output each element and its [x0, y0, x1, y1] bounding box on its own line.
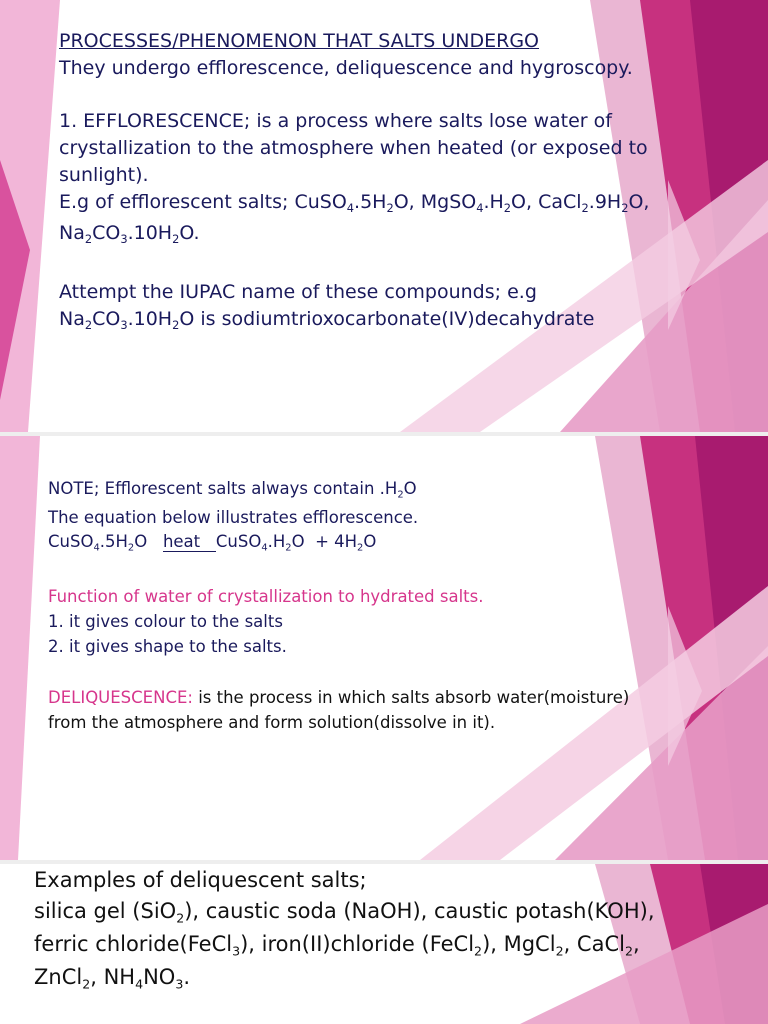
example-prefix: E.g of efflorescent salts;: [59, 191, 295, 213]
reaction-arrow: [163, 533, 216, 552]
intro-text: They undergo efflorescence, deliquescence and hygroscopy.: [59, 57, 633, 79]
deliquescence-label: DELIQUESCENCE:: [48, 688, 193, 707]
function-heading: Function of water of crystallization to hydrated salts.: [48, 587, 484, 606]
iupac-line-1: Attempt the IUPAC name of these compounds; e.g: [59, 281, 537, 303]
function-item-2: 2. it gives shape to the salts.: [48, 637, 287, 656]
slide-deliquescence: [0, 436, 768, 860]
examples-heading: Examples of deliquescent salts;: [34, 868, 367, 892]
iupac-line-2: $Na_2CO_3.10H_2O$ is sodiumtrioxocarbonate(IV)decahydrate: [59, 308, 595, 332]
deliquescence-line-2: from the atmosphere and form solution(dissolve in it).: [48, 713, 496, 732]
slide-heading: PROCESSES/PHENOMENON THAT SALTS UNDERGO: [59, 30, 539, 52]
equation-intro: The equation below illustrates efflorescence.: [48, 508, 419, 527]
slide-deliquescent-examples: [0, 864, 768, 1024]
definition-line-3: sunlight).: [59, 164, 149, 186]
examples-line-2: ferric chloride(FeCl$_3$), iron(II)chloride (FeCl$_2$), MgCl$_2$, CaCl$_2$,: [34, 932, 640, 959]
example-salts-line-2: $Na_2CO_3.10H_2O$.: [59, 222, 200, 246]
examples-line-1: silica gel (SiO$_2$), caustic soda (NaOH), caustic potash(KOH),: [34, 899, 655, 926]
deliquescence-text-1: is the process in which salts absorb water(moisture): [192, 688, 630, 707]
deliquescence-line-1: [48, 685, 629, 711]
note-text: NOTE; Efflorescent salts always contain $.H_2O$: [48, 479, 417, 501]
slide-efflorescence: [0, 0, 768, 432]
efflorescence-equation: $CuSO_4.5H_2O$ heat $CuSO_4.H_2O + 4H_2O$: [48, 532, 377, 554]
note-label: NOTE; Efflorescent salts always contain .H: [48, 479, 398, 498]
arrow-label: heat: [162, 532, 201, 551]
iupac-suffix: is sodiumtrioxocarbonate(IV)decahydrate: [194, 308, 595, 330]
example-salts-line-1: E.g of efflorescent salts; $CuSO_4.5H_2O$, $MgSO_4.H_2O$, $CaCl_2.9H_2O$,: [59, 191, 650, 215]
examples-line-3: ZnCl$_2$, $NH_4NO_3$.: [34, 965, 191, 992]
function-item-1: 1. it gives colour to the salts: [48, 612, 283, 631]
definition-line-1: 1. EFFLORESCENCE; is a process where salts lose water of: [59, 110, 612, 132]
definition-line-2: crystallization to the atmosphere when heated (or exposed to: [59, 137, 648, 159]
